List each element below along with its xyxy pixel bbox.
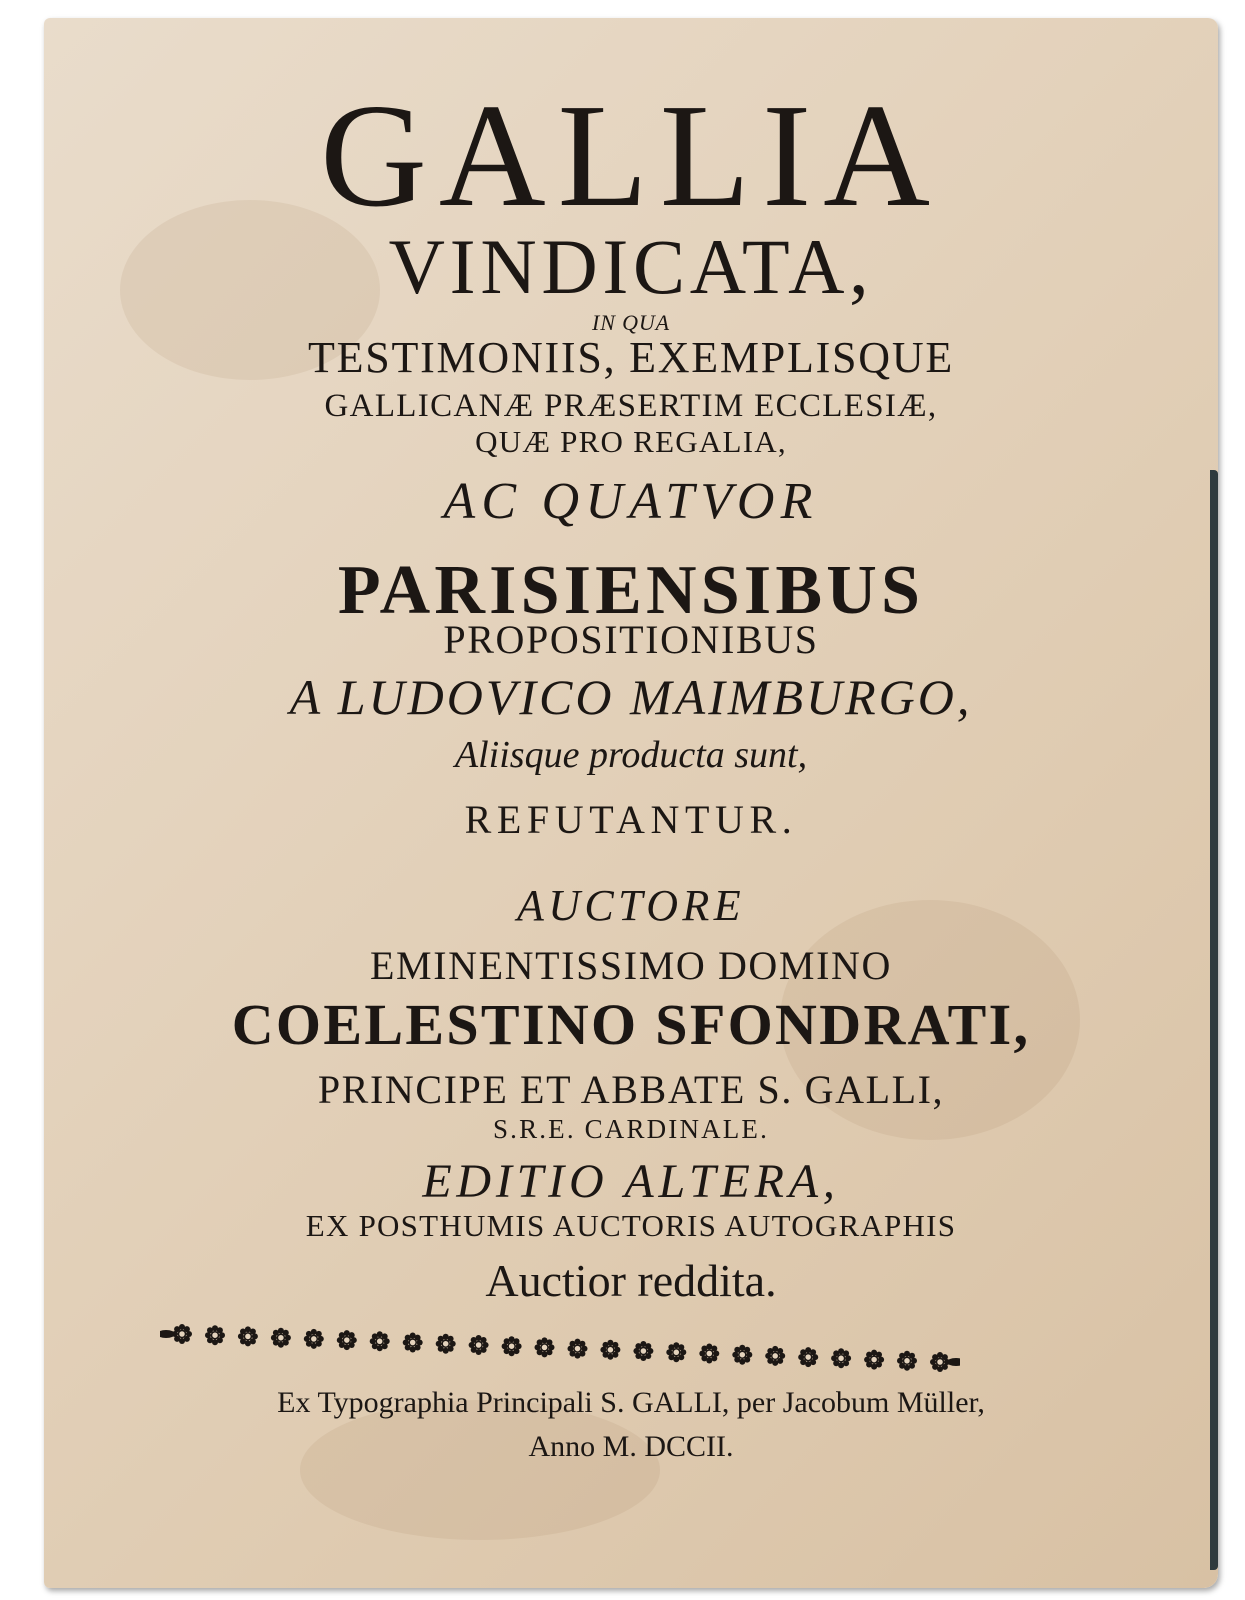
imprint-year: Anno M. DCCII. (528, 1430, 734, 1463)
title-line-vindicata: VINDICATA, (388, 223, 874, 310)
floral-rosette-icon (666, 1342, 686, 1362)
line-parisiensibus: PARISIENSIBUS (337, 552, 925, 629)
line-auctior-reddita: Auctior reddita. (485, 1255, 777, 1306)
floral-rosette-icon (403, 1333, 423, 1353)
line-gallicanae: GALLICANÆ PRÆSERTIM ECCLESIÆ, (324, 388, 938, 424)
floral-rosette-icon (732, 1345, 752, 1365)
subtitle-in-qua: IN QUA (592, 310, 670, 335)
author-name: COELESTINO SFONDRATI, (231, 992, 1031, 1057)
line-editio-altera: EDITIO ALTERA, (422, 1155, 840, 1208)
floral-rosette-icon (337, 1330, 357, 1350)
title-line-gallia: GALLIA (320, 74, 942, 238)
line-ex-posthumis: EX POSTHUMIS AUCTORIS AUTOGRAPHIS (305, 1208, 957, 1243)
floral-rosette-icon (238, 1326, 258, 1346)
line-eminentissimo: EMINENTISSIMO DOMINO (370, 943, 892, 988)
floral-rosette-icon (765, 1346, 785, 1366)
floral-rosette-icon (271, 1328, 291, 1348)
floral-rosette-icon (304, 1329, 324, 1349)
floral-rosette-icon (535, 1337, 555, 1357)
ornament-border (160, 1320, 960, 1380)
paper-stain (300, 1400, 660, 1540)
floral-rosette-icon (205, 1325, 225, 1345)
imprint-line: Ex Typographia Principali S. GALLI, per Jacobum Müller, (277, 1386, 985, 1419)
floral-rosette-icon (502, 1336, 522, 1356)
line-testimoniis: TESTIMONIIS, EXEMPLISQUE (308, 333, 954, 382)
floral-rosette-icon (633, 1341, 653, 1361)
line-refutantur: REFUTANTUR. (464, 797, 798, 842)
floral-rosette-icon (370, 1331, 390, 1351)
floral-rosette-icon (568, 1339, 588, 1359)
line-cardinale: S.R.E. CARDINALE. (493, 1114, 769, 1144)
floral-rosette-icon (798, 1347, 818, 1367)
floral-rosette-icon (897, 1351, 917, 1371)
floral-rosette-icon (864, 1350, 884, 1370)
floral-rosette-icon (831, 1348, 851, 1368)
floral-rosette-icon (436, 1334, 456, 1354)
line-principe: PRINCIPE ET ABBATE S. GALLI, (317, 1067, 945, 1112)
floral-rosette-icon (699, 1344, 719, 1364)
line-auctore: AUCTORE (516, 881, 745, 930)
ornament-flourish (160, 1330, 175, 1338)
line-ludovico-maimburgo: A LUDOVICO MAIMBURGO, (289, 669, 973, 725)
line-quae-pro-regalia: QUÆ PRO REGALIA, (475, 424, 787, 459)
line-propositionibus: PROPOSITIONIBUS (443, 617, 819, 662)
floral-rosette-icon (469, 1335, 489, 1355)
ornament-flourish (947, 1358, 960, 1366)
line-ac-quatuor: AC QUATVOR (443, 473, 819, 530)
floral-rosette-icon (600, 1340, 620, 1360)
line-aliisque: Aliisque producta sunt, (454, 734, 808, 776)
